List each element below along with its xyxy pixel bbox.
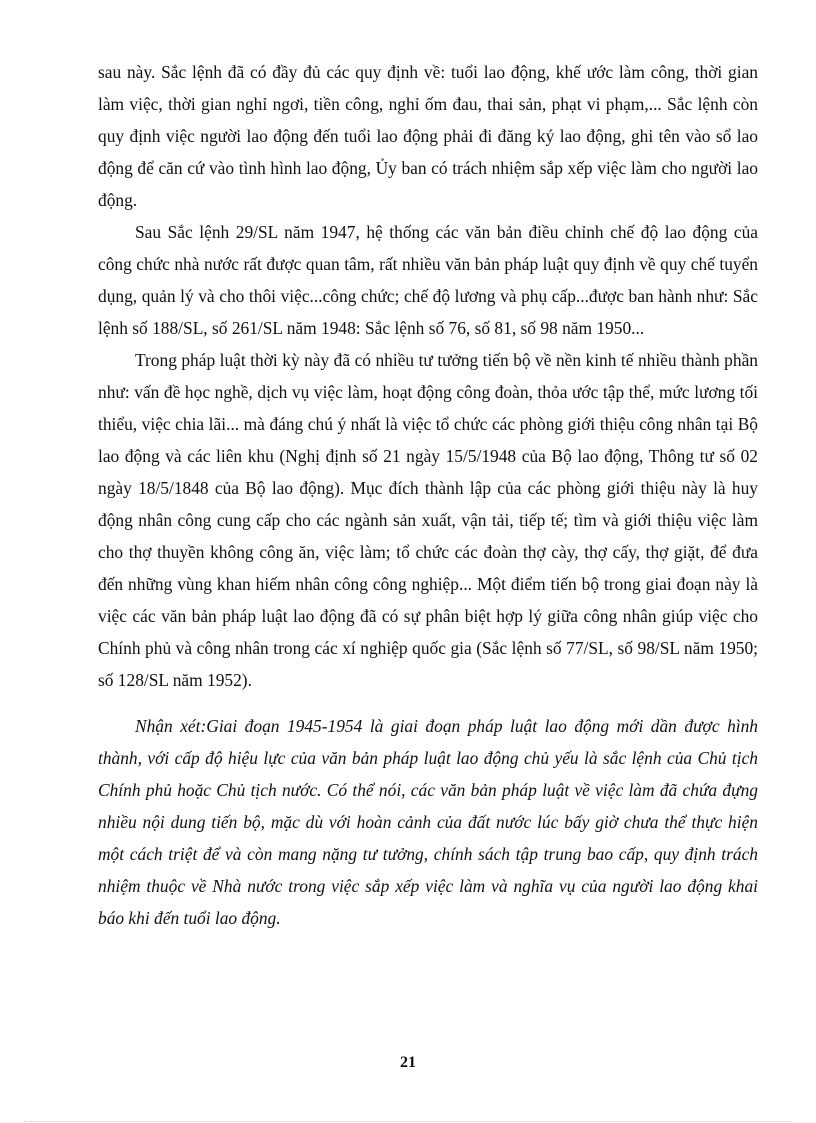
paragraph-progressive-ideas: Trong pháp luật thời kỳ này đã có nhiều tư tưởng tiến bộ về nền kinh tế nhiều thành phần như: vấn đề học nghề, dịch vụ việc làm, hoạt động công đoàn, thỏa ước tập thể, mức lương tối thiểu, việc chia lãi... mà đáng chú ý nhất là việc tổ chức các phòng giới thiệu công nhân tại Bộ lao động và các liên khu (Nghị định số 21 ngày 15/5/1948 của Bộ lao động, Thông tư số 02 ngày 18/5/1848 của Bộ lao động). Mục đích thành lập của các phòng giới thiệu này là huy động nhân công cung cấp cho các ngành sản xuất, vận tải, tiếp tế; tìm và giới thiệu việc làm cho thợ thuyền không công ăn, việc làm; tổ chức các đoàn thợ cày, thợ cấy, thợ giặt, để đưa đến những vùng khan hiếm nhân công công nghiệp... Một điểm tiến bộ trong giai đoạn này là việc các văn bản pháp luật lao động đã có sự phân biệt hợp lý giữa công nhân giúp việc cho Chính phủ và công nhân trong các xí nghiệp quốc gia (Sắc lệnh số 77/SL, số 98/SL năm 1950; số 128/SL năm 1952). (98, 350, 758, 690)
page-number: 21 (400, 1054, 416, 1071)
paragraph-decree-29: Sau Sắc lệnh 29/SL năm 1947, hệ thống các văn bản điều chỉnh chế độ lao động của công chức nhà nước rất được quan tâm, rất nhiều văn bản pháp luật quy định về quy chế tuyển dụng, quản lý và cho thôi việc...công chức; chế độ lương và phụ cấp...được ban hành như: Sắc lệnh số 188/SL, số 261/SL năm 1948: Sắc lệnh số 76, số 81, số 98 năm 1950... (98, 222, 758, 338)
footer-divider (24, 1121, 792, 1122)
paragraph-continuation: sau này. Sắc lệnh đã có đầy đủ các quy định về: tuổi lao động, khế ước làm công, thời gian làm việc, thời gian nghỉ ngơi, tiền công, nghỉ ốm đau, thai sản, phạt vi phạm,... Sắc lệnh còn quy định việc người lao động đến tuổi lao động phải đi đăng ký lao động, ghi tên vào sổ lao động để căn cứ vào tình hình lao động, Ủy ban có trách nhiệm sắp xếp việc làm cho người lao động. (98, 62, 758, 210)
body-text (98, 56, 758, 934)
paragraph-remark: Nhận xét:Giai đoạn 1945-1954 là giai đoạn pháp luật lao động mới dần được hình thành, với cấp độ hiệu lực của văn bản pháp luật lao động chủ yếu là sắc lệnh của Chủ tịch Chính phủ hoặc Chủ tịch nước. Có thể nói, các văn bản pháp luật về việc làm đã chứa đựng nhiều nội dung tiến bộ, mặc dù với hoàn cảnh của đất nước lúc bấy giờ chưa thể thực hiện một cách triệt để và còn mang nặng tư tưởng, chính sách tập trung bao cấp, quy định trách nhiệm thuộc về Nhà nước trong việc sắp xếp việc làm và nghĩa vụ của người lao động khai báo khi đến tuổi lao động. (98, 716, 758, 928)
